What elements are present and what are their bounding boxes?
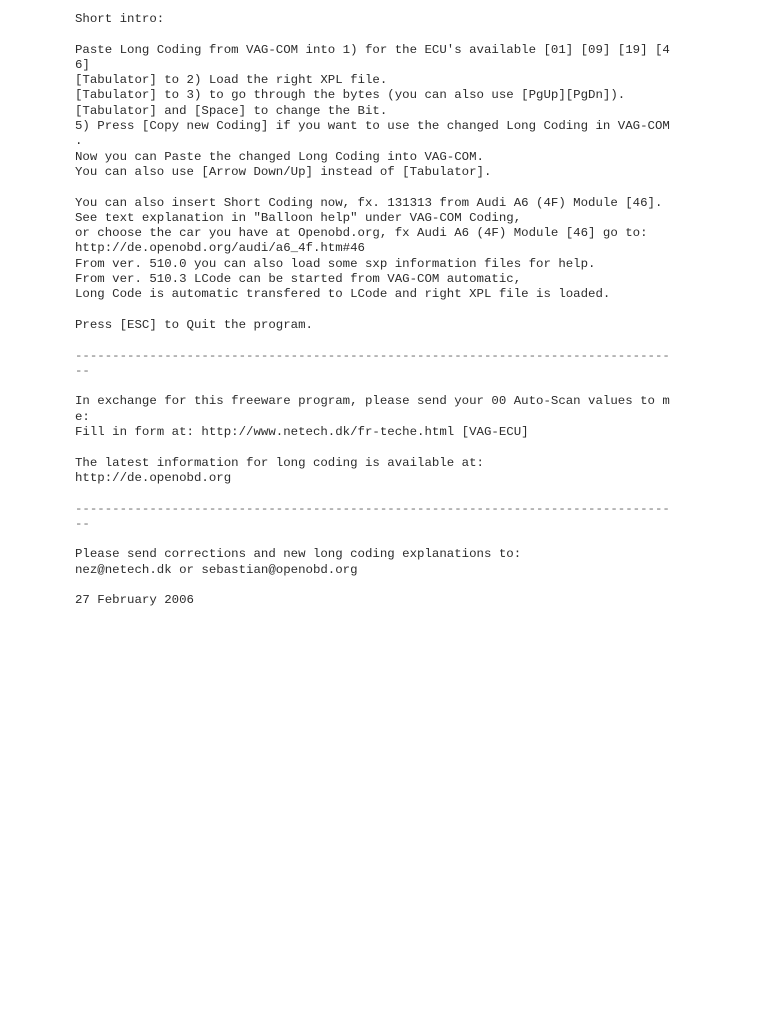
intro-step-line: 6]: [75, 57, 90, 72]
latest-info-line: The latest information for long coding is available at:: [75, 455, 484, 470]
intro-heading: Short intro:: [75, 12, 165, 26]
blank-line: [75, 303, 768, 318]
blank-line: [75, 180, 768, 195]
exchange-line: e:: [75, 409, 90, 424]
blank-line: [75, 333, 768, 348]
exchange-line: In exchange for this freeware program, please send your 00 Auto-Scan values to m: [75, 394, 670, 409]
intro-step-line: [Tabulator] and [Space] to change the Bit.: [75, 103, 388, 118]
blank-line: [75, 532, 768, 547]
short-coding-line: Long Code is automatic transfered to LCode and right XPL file is loaded.: [75, 287, 611, 302]
intro-step-line: Paste Long Coding from VAG-COM into 1) for the ECU's available [01] [09] [19] [4: [75, 42, 670, 57]
corrections-emails: nez@netech.dk or sebastian@openobd.org: [75, 562, 358, 577]
intro-step-line: 5) Press [Copy new Coding] if you want to use the changed Long Coding in VAG-COM: [75, 119, 670, 134]
blank-line: [75, 440, 768, 455]
document-date: 27 February 2006: [75, 593, 194, 608]
separator-rule-tail: --: [75, 516, 90, 531]
short-coding-line: or choose the car you have at Openobd.org, fx Audi A6 (4F) Module [46] go to:: [75, 226, 648, 241]
intro-step-line: .: [75, 134, 83, 149]
blank-line: [75, 578, 768, 593]
intro-step-line: [Tabulator] to 2) Load the right XPL file.: [75, 73, 388, 88]
separator-rule: --------------------------------------------------------------------------------: [75, 501, 670, 516]
short-coding-url: http://de.openobd.org/audi/a6_4f.htm#46: [75, 241, 365, 256]
intro-step-line: Now you can Paste the changed Long Coding into VAG-COM.: [75, 149, 484, 164]
latest-info-url: http://de.openobd.org: [75, 470, 232, 485]
short-coding-line: You can also insert Short Coding now, fx. 131313 from Audi A6 (4F) Module [46].: [75, 195, 663, 210]
short-coding-line: From ver. 510.3 LCode can be started from VAG-COM automatic,: [75, 272, 522, 287]
blank-line: [75, 27, 768, 42]
short-coding-line: From ver. 510.0 you can also load some sxp information files for help.: [75, 256, 596, 271]
separator-rule-tail: --: [75, 363, 90, 378]
separator-rule: --------------------------------------------------------------------------------: [75, 348, 670, 363]
quit-note: Press [ESC] to Quit the program.: [75, 317, 313, 332]
short-coding-line: See text explanation in "Balloon help" under VAG-COM Coding,: [75, 210, 522, 225]
exchange-form-link: Fill in form at: http://www.netech.dk/fr-teche.html [VAG-ECU]: [75, 425, 529, 440]
blank-line: [75, 379, 768, 394]
intro-step-line: You can also use [Arrow Down/Up] instead of [Tabulator].: [75, 164, 492, 179]
corrections-line: Please send corrections and new long coding explanations to:: [75, 547, 522, 562]
intro-step-line: [Tabulator] to 3) to go through the bytes (you can also use [PgUp][PgDn]).: [75, 88, 626, 103]
blank-line: [75, 486, 768, 501]
